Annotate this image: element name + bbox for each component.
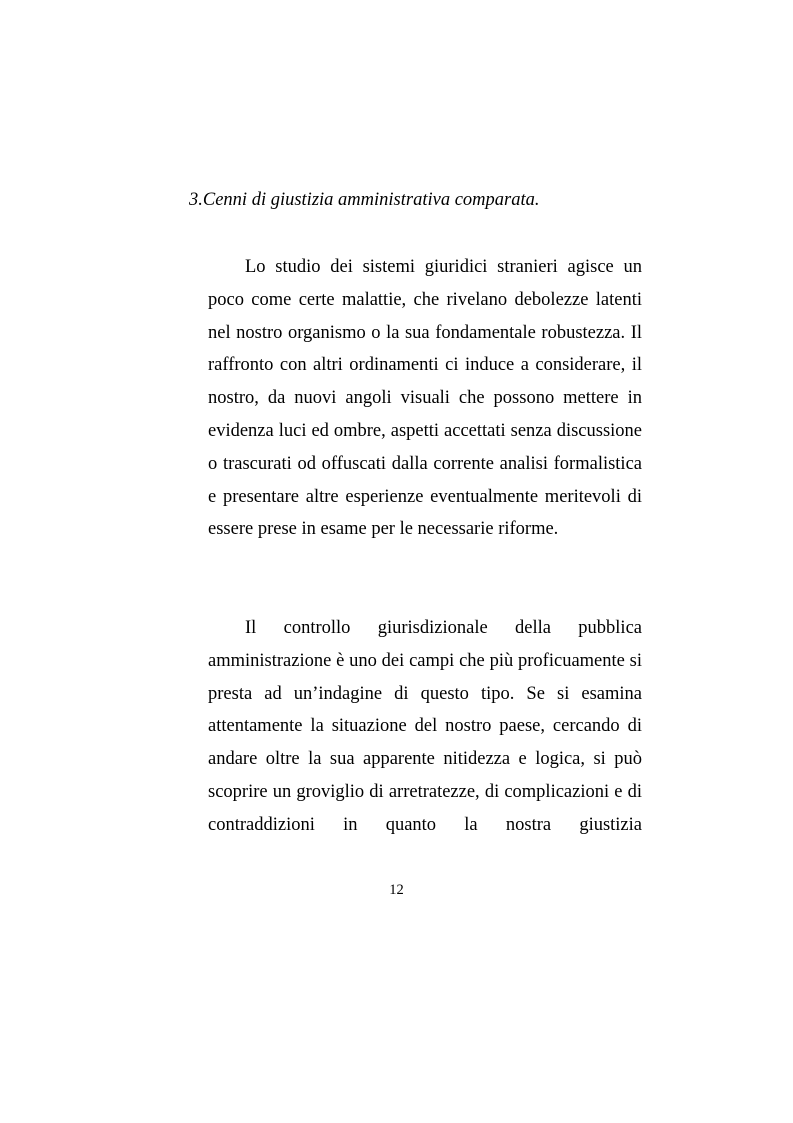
body-paragraph: Il controllo giurisdizionale della pubblica amministrazione è uno dei campi che più proficuamente si presta ad un’indagine di questo tipo. Se si esamina attentamente la situazione del nostro paese, cercando di andare oltre la sua apparente nitidezza e logica, si può scoprire un groviglio di arretratezze, di complicazioni e di contraddizioni in quanto la nostra giustizia [208, 618, 642, 835]
body-paragraph: Lo studio dei sistemi giuridici stranieri agisce un poco come certe malattie, che rivelano debolezze latenti nel nostro organismo o la sua fondamentale robustezza. Il raffronto con altri ordinamenti ci induce a considerare, il nostro, da nuovi angoli visuali che possono mettere in evidenza luci ed ombre, aspetti accettati senza discussione o trascurati od offuscati dalla corrente analisi formalistica e presentare altre esperienze eventualmente meritevoli di essere prese in esame per le necessarie riforme. [208, 257, 642, 540]
page-number: 12 [389, 882, 404, 898]
section-heading: 3.Cenni di giustizia amministrativa comparata. [189, 190, 540, 210]
